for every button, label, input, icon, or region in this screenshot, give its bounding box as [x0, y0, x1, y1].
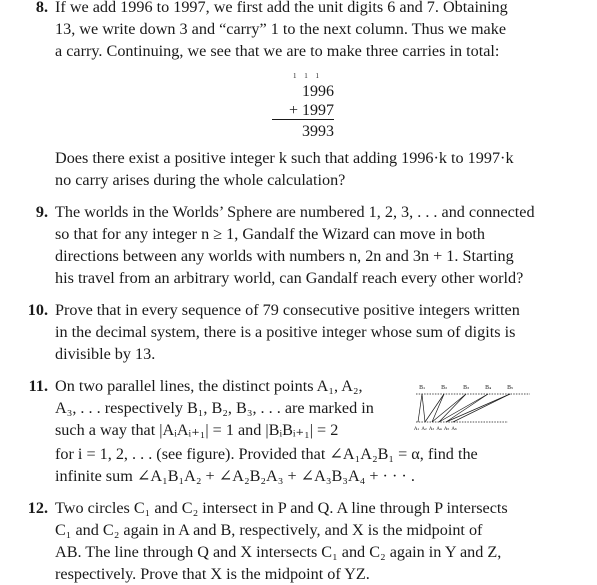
problem-number: 12.	[27, 499, 48, 517]
problem-text-line: divisible by 13.	[55, 345, 156, 363]
label-a2: A₂	[421, 427, 427, 432]
problem-text-line: his travel from an arbitrary world, can Gandalf reach every other world?	[55, 269, 524, 287]
problem-text-line: C₁ and C₂ again in A and B, respectively, and X is the midpoint of	[55, 521, 483, 539]
problem-text-line: such a way that |AᵢAᵢ₊₁| = 1 and |BᵢBᵢ₊₁| = 2	[55, 421, 339, 439]
problem-number: 11.	[28, 377, 48, 395]
problem-text-line: Prove that in every sequence of 79 consecutive positive integers written	[55, 301, 520, 319]
segment-a2-b1	[422, 394, 425, 422]
top-labels	[419, 385, 513, 391]
addend-bottom: + 1997	[288, 102, 334, 119]
problem-text-line: AB. The line through Q and X intersects C₁ and C₂ again in Y and Z,	[55, 543, 502, 561]
problem-text-line: Two circles C₁ and C₂ intersect in P and Q. A line through P intersects	[55, 499, 508, 517]
carry-digits: 1 1 1	[293, 72, 322, 80]
segment-a1-b1	[418, 394, 422, 422]
segment-a4-b4	[439, 394, 488, 422]
segment-a5-b5	[446, 394, 510, 422]
sum-rule	[272, 119, 334, 120]
problem-text-line: On two parallel lines, the distinct points A₁, A₂,	[55, 377, 363, 395]
problem-number: 8.	[35, 0, 48, 16]
label-b3: B₃	[463, 385, 470, 391]
label-a4: A₄	[436, 427, 442, 432]
problem-text-line: The worlds in the Worlds’ Sphere are numbered 1, 2, 3, . . . and connected	[55, 203, 535, 221]
connecting-segments	[418, 394, 510, 422]
segment-a3-b2	[432, 394, 444, 422]
problem-text-line: for i = 1, 2, . . . (see figure). Provided that ∠A₁A₂B₁ = α, find the	[55, 445, 478, 463]
label-a6: A₆	[451, 427, 457, 432]
problem-text-line: a carry. Continuing, we see that we are to make three carries in total:	[55, 42, 500, 60]
label-b2: B₂	[441, 385, 448, 391]
segment-a2-b2	[425, 394, 444, 422]
problem-text-line: 13, we write down 3 and “carry” 1 to the next column. Thus we make	[55, 20, 507, 38]
problem-number: 9.	[35, 203, 48, 221]
sum-result: 3993	[302, 123, 334, 140]
problem-text-line: so that for any integer n ≥ 1, Gandalf the Wizard can move in both	[55, 225, 486, 243]
problem-text-line: no carry arises during the whole calculation?	[55, 171, 346, 189]
problem-text-line: respectively. Prove that X is the midpoint of YZ.	[55, 565, 370, 583]
problem-text-line: in the decimal system, there is a positive integer whose sum of digits is	[55, 323, 516, 341]
label-b4: B₄	[485, 385, 492, 391]
problem-text-line: A₃, . . . respectively B₁, B₂, B₃, . . . are marked in	[55, 399, 374, 417]
label-b5: B₅	[507, 385, 514, 391]
label-b1: B₁	[419, 385, 426, 391]
addend-top: 1996	[302, 83, 334, 100]
parallel-lines-figure	[408, 380, 548, 436]
problem-number: 10.	[27, 301, 48, 319]
label-a1: A₁	[414, 427, 420, 432]
label-a5: A₅	[444, 427, 450, 432]
bottom-labels	[413, 426, 457, 432]
problem-text-line: If we add 1996 to 1997, we first add the unit digits 6 and 7. Obtaining	[55, 0, 508, 16]
problem-text-line: directions between any worlds with numbers n, 2n and 3n + 1. Starting	[55, 247, 514, 265]
label-a3: A₃	[429, 427, 435, 432]
problem-text-line: Does there exist a positive integer k such that adding 1996·k to 1997·k	[55, 149, 514, 167]
problem-text-line: infinite sum ∠A₁B₁A₂ + ∠A₂B₂A₃ + ∠A₃B₃A₄ + · · · .	[55, 467, 415, 485]
